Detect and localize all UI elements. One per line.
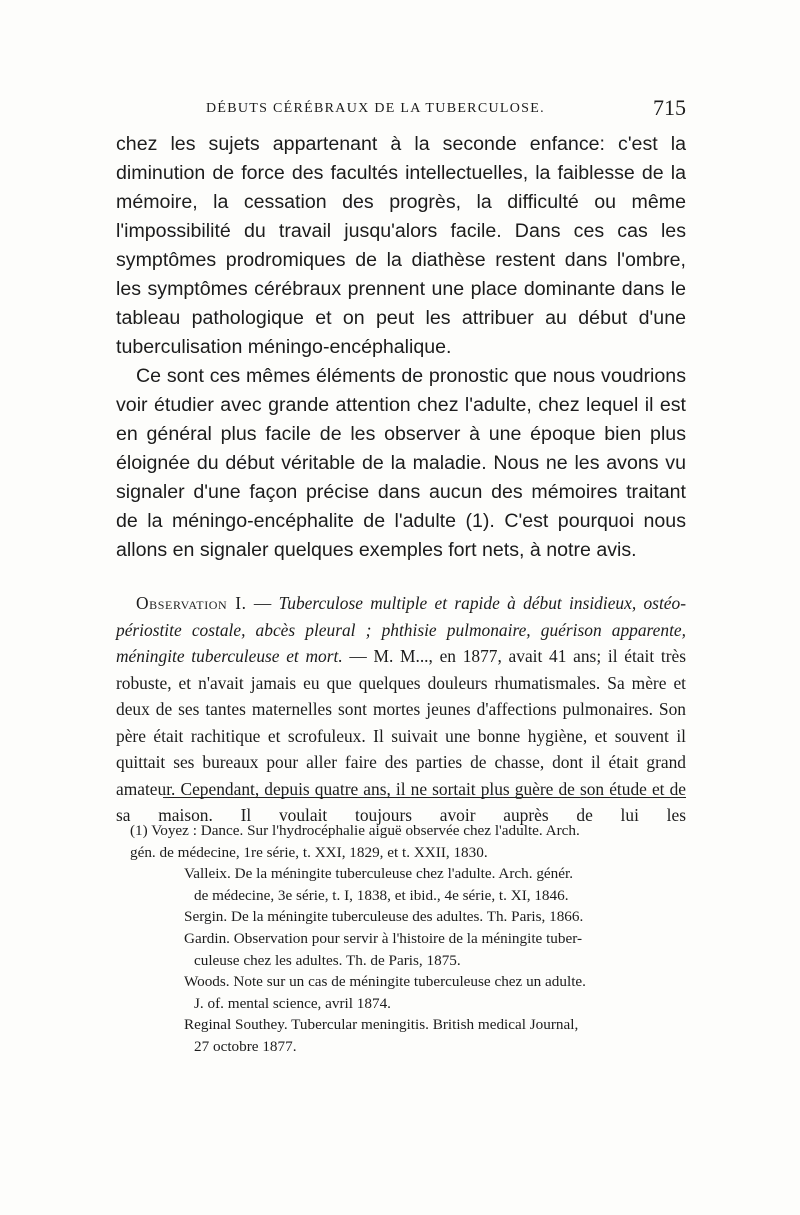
footnote-entry bbox=[130, 820, 686, 863]
observation-dash: — bbox=[246, 593, 279, 613]
running-head bbox=[116, 95, 686, 123]
footnote-entry bbox=[130, 863, 686, 906]
footnote-entry bbox=[130, 928, 686, 971]
observation-paragraph bbox=[116, 590, 686, 829]
paragraph: Ce sont ces mêmes éléments de pronostic que nous voudrions voir étudier avec grande attention chez l'adulte, chez lequel il est en général plus facile de les observer à une époque bien plus éloignée du début véritable de la maladie. Nous ne les avons vu signaler d'une façon précise dans aucun des mémoires traitant de la méningo-encéphalite de l'adulte (1). C'est pourquoi nous allons en signaler quelques exemples fort nets, à notre avis. bbox=[116, 365, 686, 561]
footnote-line: Reginal Southey. Tubercular meningitis. British medical Journal, bbox=[184, 1016, 579, 1034]
footnote-line: culeuse chez les adultes. Th. de Paris, 1875. bbox=[194, 951, 461, 969]
footnote-rule bbox=[163, 797, 686, 798]
main-text bbox=[116, 130, 686, 565]
observation-label: Observation I. bbox=[136, 593, 247, 613]
footnote-entry bbox=[130, 906, 686, 928]
paragraph: chez les sujets appartenant à la seconde enfance: c'est la diminution de force des facultés intellectuelles, la faiblesse de la mémoire, la cessation des progrès, la difficulté ou même l'impossibilité du travail jusqu'alors facile. Dans ces cas les symptômes prodromiques de la diathèse restent dans l'ombre, les symptômes cérébraux prennent une place dominante dans le tableau pathologique et on peut les attribuer au début d'une tuberculisation méningo-encéphalique. bbox=[116, 133, 686, 358]
observation-title: Tuberculose multiple et rapide à début insidieux, ostéo-périostite costale, abcès pleural ; phthisie pulmonaire, guérison apparente, méningite tuberculeuse et mort. bbox=[116, 593, 686, 666]
footnotes bbox=[130, 820, 686, 1058]
running-title: DÉBUTS CÉRÉBRAUX DE LA TUBERCULOSE. bbox=[206, 101, 545, 116]
footnote-entry bbox=[130, 1014, 686, 1057]
footnote-line: (1) Voyez : Dance. Sur l'hydrocéphalie aiguë observée chez l'adulte. Arch. bbox=[130, 822, 580, 839]
footnote-line: 27 octobre 1877. bbox=[194, 1037, 297, 1055]
footnote-line: Sergin. De la méningite tuberculeuse des adultes. Th. Paris, 1866. bbox=[184, 908, 584, 926]
observation-text: — M. M..., en 1877, avait 41 ans; il était très robuste, et n'avait jamais eu que quelques douleurs rhumatismales. Sa mère et deux de ses tantes maternelles sont mortes jeunes d'affections pulmonaires. Son père était rachitique et scrofuleux. Il suivait une bonne hygiène, et souvent il quittait ses bureaux pour aller faire des parties de chasse, dont il était grand amateur. Cependant, depuis quatre ans, il ne sortait plus guère de son étude et de sa maison. Il voulait toujours avoir auprès de lui les bbox=[116, 646, 686, 825]
page-number: 715 bbox=[653, 95, 686, 120]
footnote-line: gén. de médecine, 1re série, t. XXI, 1829, et t. XXII, 1830. bbox=[130, 843, 488, 861]
footnote-line: de médecine, 3e série, t. I, 1838, et ibid., 4e série, t. XI, 1846. bbox=[194, 886, 569, 904]
footnote-entry bbox=[130, 971, 686, 1014]
footnote-line: J. of. mental science, avril 1874. bbox=[194, 994, 391, 1012]
footnote-line: Gardin. Observation pour servir à l'histoire de la méningite tuber- bbox=[184, 929, 583, 947]
footnote-line: Valleix. De la méningite tuberculeuse chez l'adulte. Arch. génér. bbox=[184, 865, 574, 883]
footnote-line: Woods. Note sur un cas de méningite tuberculeuse chez un adulte. bbox=[184, 973, 586, 991]
